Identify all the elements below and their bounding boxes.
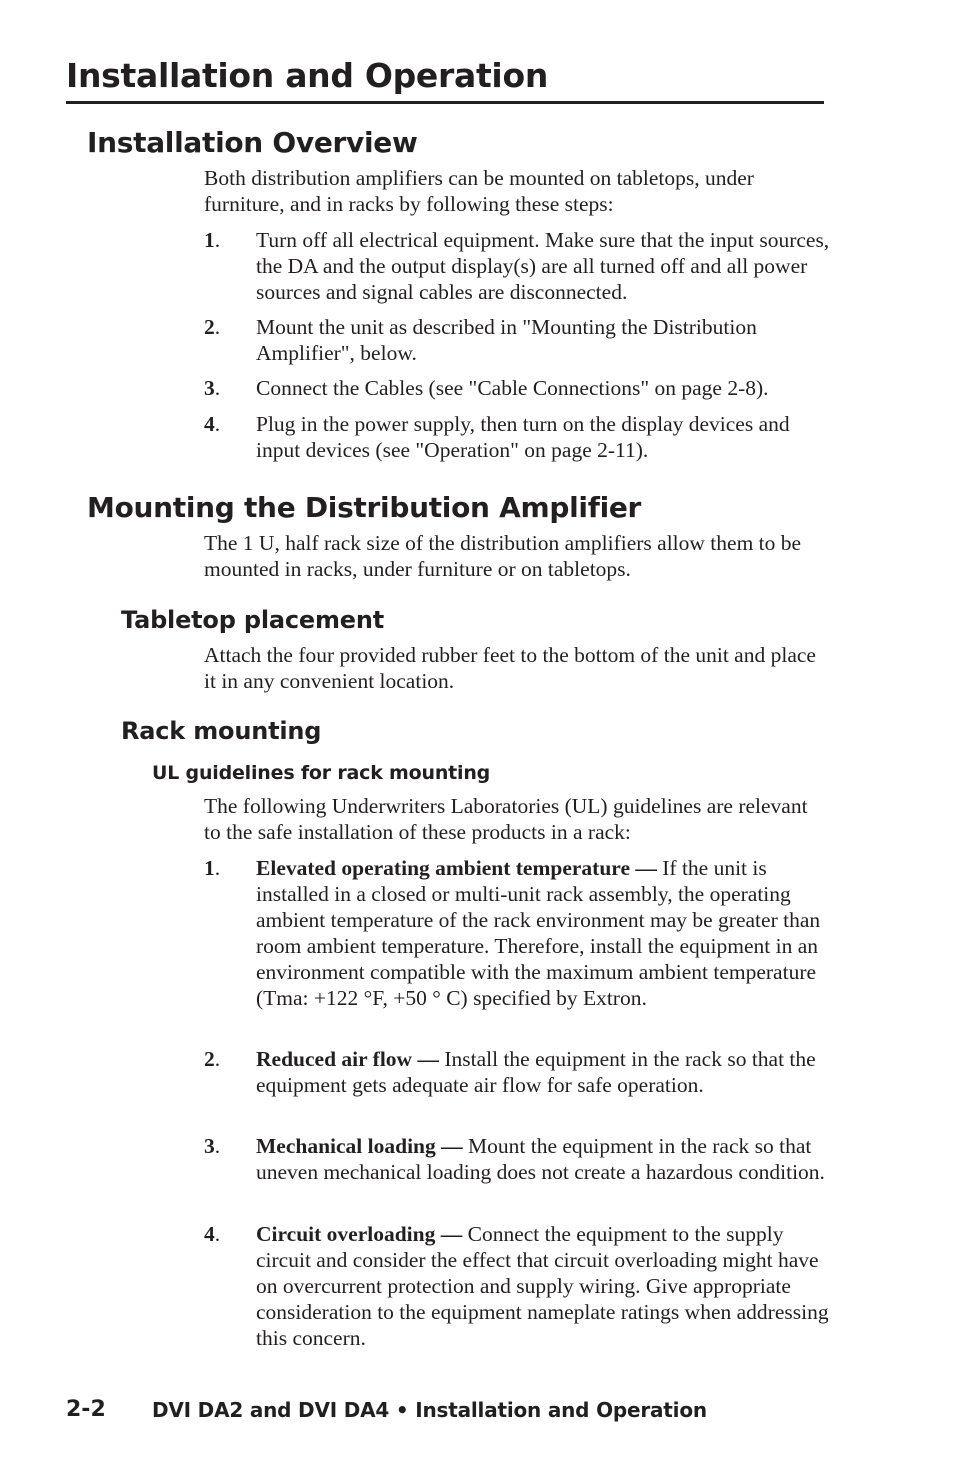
mounting-heading: Mounting the Distribution Amplifier <box>87 491 642 524</box>
page-number: 2-2 <box>66 1397 106 1422</box>
rack-mounting-heading: Rack mounting <box>121 717 322 745</box>
chapter-rule <box>66 101 824 104</box>
list-text <box>256 1221 836 1351</box>
list-text: Connect the Cables (see "Cable Connections" on page 2-8). <box>256 376 769 400</box>
tabletop-heading: Tabletop placement <box>121 606 385 634</box>
list-number: 4. <box>204 1222 221 1246</box>
mounting-intro: The 1 U, half rack size of the distribution amplifiers allow them to be mounted in racks, under furniture or on tabletops. <box>204 531 802 581</box>
item-body: If the unit is installed in a closed or multi-unit rack assembly, the operating ambient temperature of the rack environment may be greater than room ambient temperature. Therefore, install the equipment in an environment compatible with the maximum ambient temperature (Tma: +122 °F, +50 ° C) specified by Extron. <box>256 856 821 1010</box>
list-number: 2. <box>204 1047 221 1071</box>
list-text <box>256 855 836 1011</box>
list-text: Plug in the power supply, then turn on the display devices and input devices (see "Operation" on page 2-11). <box>256 412 790 462</box>
item-body: Connect the equipment to the supply circuit and consider the effect that circuit overloading might have on overcurrent protection and supply wiring. Give appropriate consideration to the equipment nameplate ratings when addressing this concern. <box>256 1222 829 1350</box>
list-number: 3. <box>204 1134 221 1158</box>
list-text <box>256 1046 836 1098</box>
list-text <box>256 1133 836 1185</box>
tabletop-text: Attach the four provided rubber feet to the bottom of the unit and place it in any convenient location. <box>204 643 816 693</box>
list-number: 3. <box>204 376 221 400</box>
list-number: 1. <box>204 856 221 880</box>
ul-guidelines-heading: UL guidelines for rack mounting <box>152 762 491 784</box>
list-number: 1. <box>204 228 221 252</box>
item-body: Mount the equipment in the rack so that uneven mechanical loading does not create a hazardous condition. <box>256 1134 825 1184</box>
ul-intro: The following Underwriters Laboratories (UL) guidelines are relevant to the safe installation of these products in a rack: <box>204 794 808 844</box>
footer-title: DVI DA2 and DVI DA4 • Installation and Operation <box>152 1398 707 1422</box>
list-number: 4. <box>204 412 221 436</box>
list-text: Turn off all electrical equipment. Make sure that the input sources, the DA and the output display(s) are all turned off and all power sources and signal cables are disconnected. <box>256 228 830 304</box>
chapter-title: Installation and Operation <box>66 56 549 95</box>
list-text: Mount the unit as described in "Mounting the Distribution Amplifier", below. <box>256 315 757 365</box>
installation-overview-heading: Installation Overview <box>87 126 418 159</box>
overview-intro: Both distribution amplifiers can be mounted on tabletops, under furniture, and in racks by following these steps: <box>204 166 754 216</box>
item-lead: Elevated operating ambient temperature — <box>256 856 657 880</box>
item-body: Install the equipment in the rack so that the equipment gets adequate air flow for safe operation. <box>256 1047 816 1097</box>
item-lead: Reduced air flow — <box>256 1047 439 1071</box>
list-number: 2. <box>204 315 221 339</box>
item-lead: Circuit overloading — <box>256 1222 463 1246</box>
item-lead: Mechanical loading — <box>256 1134 463 1158</box>
